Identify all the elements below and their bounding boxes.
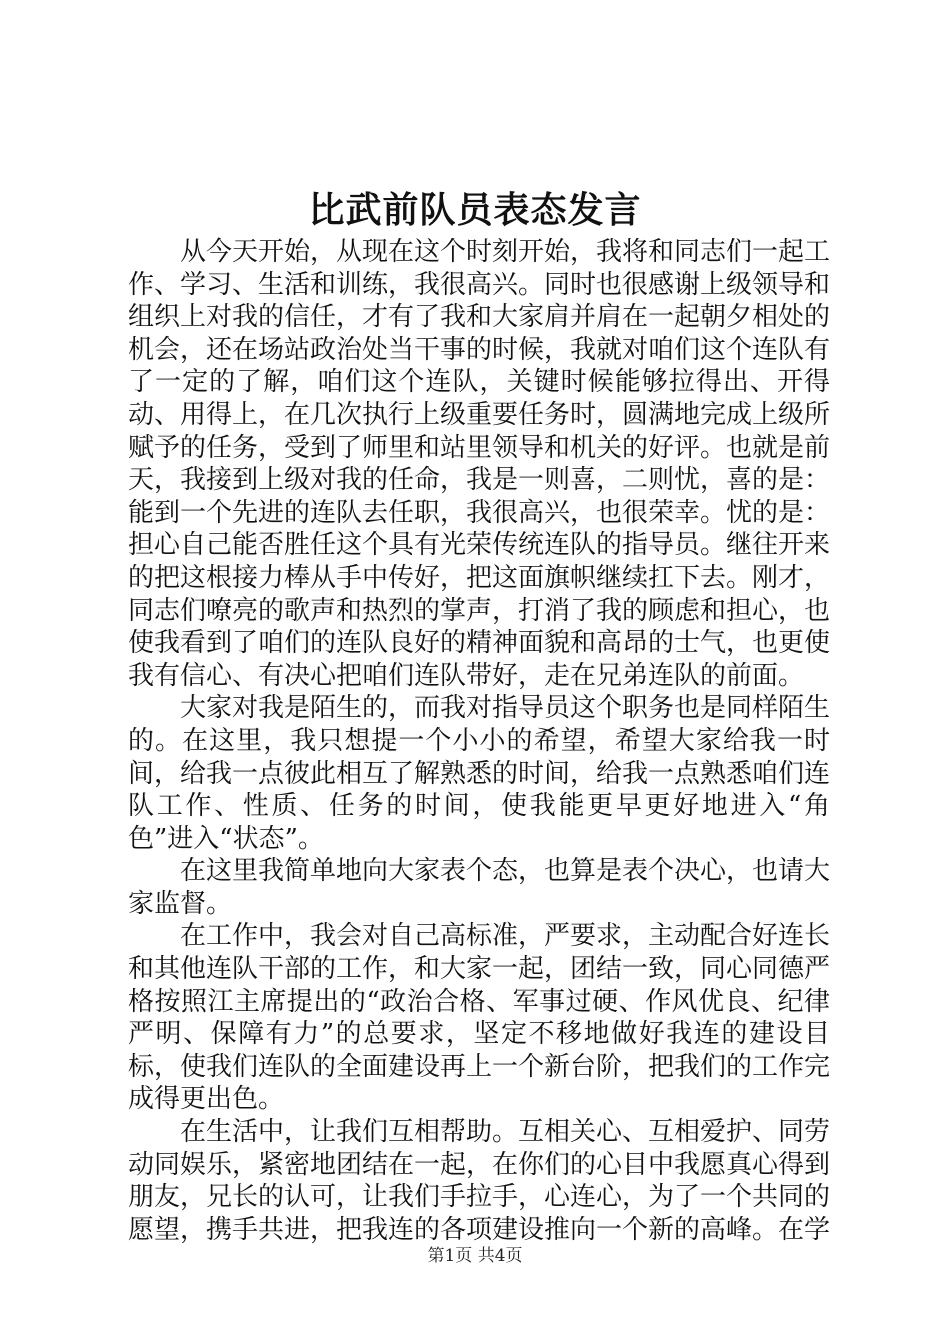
paragraph-5: 在生活中，让我们互相帮助。互相关心、互相爱护、同劳动同娱乐，紧密地团结在一起，在你们的心目中我愿真心得到朋友，兄长的认可，让我们手拉手，心连心，为了一个共同的愿望，携手共进，把我连的各项建设推向一个新的高峰。在学: [128, 1117, 831, 1245]
paragraph-3: 在这里我简单地向大家表个态，也算是表个决心，也请大家监督。: [128, 856, 831, 919]
paragraph-4: 在工作中，我会对自己高标准，严要求，主动配合好连长和其他连队干部的工作，和大家一起，团结一致，同心同德严格按照江主席提出的“政治合格、军事过硬、作风优良、纪律严明、保障有力”的总要求，坚定不移地做好我连的建设目标，使我们连队的全面建设再上一个新台阶，把我们的工作完成得更出色。: [128, 921, 831, 1115]
paragraph-2: 大家对我是陌生的，而我对指导员这个职务也是同样陌生的。在这里，我只想提一个小小的希望，希望大家给我一时间，给我一点彼此相互了解熟悉的时间，给我一点熟悉咱们连队工作、性质、任务的时间，使我能更早更好地进入“角色”进入“状态”。: [128, 693, 831, 854]
document-body: [128, 236, 830, 1246]
paragraph-1: 从今天开始，从现在这个时刻开始，我将和同志们一起工作、学习、生活和训练，我很高兴。同时也很感谢上级领导和组织上对我的信任，才有了我和大家肩并肩在一起朝夕相处的机会，还在场站政治处当干事的时候，我就对咱们这个连队有了一定的了解，咱们这个连队，关键时候能够拉得出、开得动、用得上，在几次执行上级重要任务时，圆满地完成上级所赋予的任务，受到了师里和站里领导和机关的好评。也就是前天，我接到上级对我的任命，我是一则喜，二则忧，喜的是：能到一个先进的连队去任职，我很高兴，也很荣幸。忧的是：担心自己能否胜任这个具有光荣传统连队的指导员。继往开来的把这根接力棒从手中传好，把这面旗帜继续扛下去。刚才，同志们嘹亮的歌声和热烈的掌声，打消了我的顾虑和担心，也使我看到了咱们的连队良好的精神面貌和高昂的士气，也更使我有信心、有决心把咱们连队带好，走在兄弟连队的前面。: [128, 237, 831, 691]
page-number-footer: 第1页 共4页: [427, 1246, 523, 1266]
document-title: 比武前队员表态发言: [308, 189, 642, 231]
